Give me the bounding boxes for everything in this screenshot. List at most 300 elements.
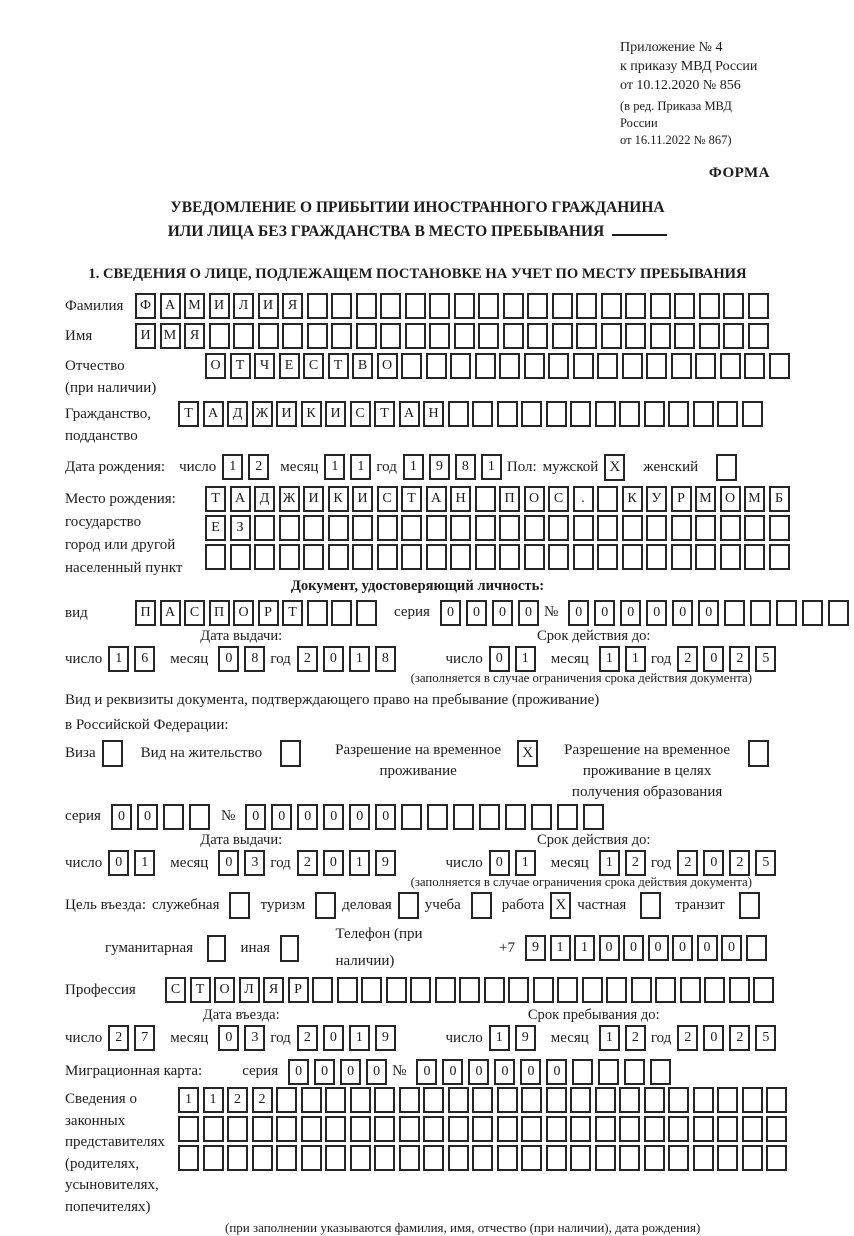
patronymic-cell[interactable]: Е (279, 353, 300, 379)
given_name-cell[interactable] (307, 323, 328, 349)
given_name-cell[interactable] (552, 323, 573, 349)
visa-checkbox[interactable] (102, 740, 123, 767)
given_name-cell[interactable] (405, 323, 426, 349)
residence_doc-expiry_month-cell[interactable]: 1 (599, 850, 620, 876)
legal_representatives-row2-cell[interactable] (742, 1116, 763, 1142)
surname-cell[interactable]: А (160, 293, 181, 319)
patronymic-cell[interactable] (720, 353, 741, 379)
citizenship-cell[interactable] (742, 401, 763, 427)
birth_place-row3-cell[interactable] (548, 544, 569, 570)
migration_card-number-cell[interactable]: 0 (442, 1059, 463, 1085)
identity_doc-number-cell[interactable] (750, 600, 771, 626)
patronymic-cell[interactable] (426, 353, 447, 379)
surname-cell[interactable] (454, 293, 475, 319)
legal_representatives-row1-cell[interactable]: 2 (227, 1087, 248, 1113)
entry_date_block-stay_month-cell[interactable]: 1 (599, 1025, 620, 1051)
identity_doc-number-cell[interactable] (802, 600, 823, 626)
identity_doc-issue_month-cell[interactable]: 8 (244, 646, 265, 672)
patronymic-cell[interactable] (475, 353, 496, 379)
birth_place-row3-cell[interactable] (671, 544, 692, 570)
birth_place-row2-cell[interactable] (524, 515, 545, 541)
legal_representatives-row2-cell[interactable] (668, 1116, 689, 1142)
birth_place-row1-cell[interactable]: С (548, 486, 569, 512)
surname-cell[interactable] (307, 293, 328, 319)
identity_doc-type-cell[interactable]: С (184, 600, 205, 626)
identity_doc-expiry_month-cell[interactable]: 1 (599, 646, 620, 672)
birth_place-row2-cell[interactable] (377, 515, 398, 541)
legal_representatives-row3-cell[interactable] (350, 1145, 371, 1171)
identity_doc-issue_year-cell[interactable]: 0 (323, 646, 344, 672)
citizenship-cell[interactable] (448, 401, 469, 427)
given_name-cell[interactable] (233, 323, 254, 349)
legal_representatives-row1-cell[interactable] (472, 1087, 493, 1113)
birth_place-row3-cell[interactable] (597, 544, 618, 570)
legal_representatives-row1-cell[interactable] (497, 1087, 518, 1113)
birth_date-year-cell[interactable]: 8 (455, 454, 476, 480)
residence_doc-series-cell[interactable]: 0 (137, 804, 158, 830)
birth_place-row3-cell[interactable] (769, 544, 790, 570)
patronymic-cell[interactable]: О (377, 353, 398, 379)
surname-cell[interactable] (331, 293, 352, 319)
given_name-cell[interactable] (503, 323, 524, 349)
surname-cell[interactable] (478, 293, 499, 319)
entry_date_block-stay_day-cell[interactable]: 1 (489, 1025, 510, 1051)
legal_representatives-row1-cell[interactable] (301, 1087, 322, 1113)
residence_doc-number-cell[interactable] (427, 804, 448, 830)
profession-cell[interactable]: О (214, 977, 235, 1003)
entry_date_block-stay_day-cell[interactable]: 9 (515, 1025, 536, 1051)
legal_representatives-row3-cell[interactable] (497, 1145, 518, 1171)
birth_place-row3-cell[interactable] (646, 544, 667, 570)
patronymic-cell[interactable] (524, 353, 545, 379)
legal_representatives-row3-cell[interactable] (595, 1145, 616, 1171)
identity_doc-type-cell[interactable]: Р (258, 600, 279, 626)
citizenship-cell[interactable] (644, 401, 665, 427)
identity_doc-type-cell[interactable]: А (160, 600, 181, 626)
given_name-cell[interactable] (478, 323, 499, 349)
birth_place-row3-cell[interactable] (622, 544, 643, 570)
residence_doc-issue_year-cell[interactable]: 1 (349, 850, 370, 876)
migration_card-number-cell[interactable]: 0 (416, 1059, 437, 1085)
birth_place-row2-cell[interactable] (254, 515, 275, 541)
legal_representatives-row3-cell[interactable] (644, 1145, 665, 1171)
birth_place-row1-cell[interactable]: Р (671, 486, 692, 512)
birth_place-row1-cell[interactable]: Б (769, 486, 790, 512)
identity_doc-number-cell[interactable]: 0 (568, 600, 589, 626)
residence_doc-expiry_year-cell[interactable]: 2 (677, 850, 698, 876)
residence_doc-number-cell[interactable]: 0 (349, 804, 370, 830)
entry_date_block-stay_year-cell[interactable]: 2 (729, 1025, 750, 1051)
birth_place-row2-cell[interactable] (695, 515, 716, 541)
citizenship-cell[interactable]: Т (374, 401, 395, 427)
legal_representatives-row3-cell[interactable] (448, 1145, 469, 1171)
legal_representatives-row2-cell[interactable] (570, 1116, 591, 1142)
birth_place-row3-cell[interactable] (695, 544, 716, 570)
profession-cell[interactable] (484, 977, 505, 1003)
given_name-cell[interactable] (331, 323, 352, 349)
profession-cell[interactable] (557, 977, 578, 1003)
legal_representatives-row1-cell[interactable] (766, 1087, 787, 1113)
legal_representatives-row3-cell[interactable] (546, 1145, 567, 1171)
entry_date_block-entry_year-cell[interactable]: 9 (375, 1025, 396, 1051)
residence-permit-checkbox[interactable] (280, 740, 301, 767)
legal_representatives-row2-cell[interactable] (350, 1116, 371, 1142)
legal_representatives-row1-cell[interactable]: 1 (178, 1087, 199, 1113)
migration_card-series-cell[interactable]: 0 (366, 1059, 387, 1085)
identity_doc-issue_year-cell[interactable]: 2 (297, 646, 318, 672)
entry_date_block-stay_year-cell[interactable]: 5 (755, 1025, 776, 1051)
purpose-study-checkbox[interactable] (471, 892, 492, 919)
birth_place-row3-cell[interactable] (401, 544, 422, 570)
residence_doc-number-cell[interactable] (531, 804, 552, 830)
legal_representatives-row3-cell[interactable] (570, 1145, 591, 1171)
profession-cell[interactable] (606, 977, 627, 1003)
profession-cell[interactable] (361, 977, 382, 1003)
given_name-cell[interactable] (748, 323, 769, 349)
birth_place-row1-cell[interactable]: И (352, 486, 373, 512)
migration_card-number-cell[interactable] (650, 1059, 671, 1085)
birth_place-row3-cell[interactable] (279, 544, 300, 570)
profession-cell[interactable]: Я (263, 977, 284, 1003)
birth_place-row2-cell[interactable] (671, 515, 692, 541)
legal_representatives-row3-cell[interactable] (276, 1145, 297, 1171)
birth_place-row1-cell[interactable]: О (720, 486, 741, 512)
given_name-cell[interactable] (209, 323, 230, 349)
identity_doc-number-cell[interactable]: 0 (646, 600, 667, 626)
legal_representatives-row3-cell[interactable] (742, 1145, 763, 1171)
birth_date-day-cell[interactable]: 2 (248, 454, 269, 480)
profession-cell[interactable]: С (165, 977, 186, 1003)
residence_doc-series-cell[interactable]: 0 (111, 804, 132, 830)
birth_place-row3-cell[interactable] (205, 544, 226, 570)
patronymic-cell[interactable] (573, 353, 594, 379)
patronymic-cell[interactable] (622, 353, 643, 379)
patronymic-cell[interactable]: О (205, 353, 226, 379)
legal_representatives-row3-cell[interactable] (178, 1145, 199, 1171)
identity_doc-type-cell[interactable]: П (135, 600, 156, 626)
surname-cell[interactable] (527, 293, 548, 319)
residence_doc-number-cell[interactable] (453, 804, 474, 830)
patronymic-cell[interactable]: Т (328, 353, 349, 379)
profession-cell[interactable] (655, 977, 676, 1003)
citizenship-cell[interactable] (595, 401, 616, 427)
migration_card-number-cell[interactable] (598, 1059, 619, 1085)
patronymic-cell[interactable] (597, 353, 618, 379)
sex-male-checkbox[interactable]: X (604, 454, 625, 481)
profession-cell[interactable] (582, 977, 603, 1003)
legal_representatives-row3-cell[interactable] (693, 1145, 714, 1171)
birth_place-row3-cell[interactable] (450, 544, 471, 570)
birth_place-row2-cell[interactable]: Е (205, 515, 226, 541)
given_name-cell[interactable] (601, 323, 622, 349)
birth_place-row1-cell[interactable]: Н (450, 486, 471, 512)
entry_date_block-entry_day-cell[interactable]: 7 (134, 1025, 155, 1051)
legal_representatives-row2-cell[interactable] (766, 1116, 787, 1142)
patronymic-cell[interactable]: Т (230, 353, 251, 379)
patronymic-cell[interactable] (744, 353, 765, 379)
birth_place-row2-cell[interactable] (769, 515, 790, 541)
identity_doc-expiry_day-cell[interactable]: 1 (515, 646, 536, 672)
migration_card-series-cell[interactable]: 0 (340, 1059, 361, 1085)
identity_doc-series-cell[interactable]: 0 (492, 600, 513, 626)
purpose-humanitarian-checkbox[interactable] (207, 935, 226, 962)
identity_doc-expiry_year-cell[interactable]: 2 (729, 646, 750, 672)
citizenship-cell[interactable] (717, 401, 738, 427)
birth_date-year-cell[interactable]: 1 (481, 454, 502, 480)
birth_place-row1-cell[interactable]: М (695, 486, 716, 512)
residence_doc-issue_day-cell[interactable]: 0 (108, 850, 129, 876)
legal_representatives-row1-cell[interactable] (521, 1087, 542, 1113)
legal_representatives-row1-cell[interactable]: 1 (203, 1087, 224, 1113)
phone-digits-cell[interactable]: 9 (525, 935, 546, 961)
patronymic-cell[interactable]: Ч (254, 353, 275, 379)
legal_representatives-row2-cell[interactable] (619, 1116, 640, 1142)
legal_representatives-row1-cell[interactable] (595, 1087, 616, 1113)
purpose-tourism-checkbox[interactable] (315, 892, 336, 919)
identity_doc-expiry_year-cell[interactable]: 5 (755, 646, 776, 672)
residence_doc-number-cell[interactable]: 0 (375, 804, 396, 830)
given_name-cell[interactable] (650, 323, 671, 349)
entry_date_block-stay_month-cell[interactable]: 2 (625, 1025, 646, 1051)
legal_representatives-row3-cell[interactable] (399, 1145, 420, 1171)
legal_representatives-row3-cell[interactable] (227, 1145, 248, 1171)
legal_representatives-row1-cell[interactable] (742, 1087, 763, 1113)
residence_doc-series-cell[interactable] (163, 804, 184, 830)
phone-digits-cell[interactable]: 0 (623, 935, 644, 961)
citizenship-cell[interactable]: С (350, 401, 371, 427)
given_name-cell[interactable] (576, 323, 597, 349)
identity_doc-issue_year-cell[interactable]: 1 (349, 646, 370, 672)
birth_place-row3-cell[interactable] (328, 544, 349, 570)
migration_card-number-cell[interactable]: 0 (520, 1059, 541, 1085)
birth_place-row2-cell[interactable] (548, 515, 569, 541)
given_name-cell[interactable] (527, 323, 548, 349)
citizenship-cell[interactable]: И (276, 401, 297, 427)
surname-cell[interactable] (356, 293, 377, 319)
citizenship-cell[interactable]: К (301, 401, 322, 427)
birth_place-row3-cell[interactable] (303, 544, 324, 570)
given_name-cell[interactable] (454, 323, 475, 349)
legal_representatives-row2-cell[interactable] (301, 1116, 322, 1142)
surname-cell[interactable] (650, 293, 671, 319)
residence_doc-issue_month-cell[interactable]: 0 (218, 850, 239, 876)
surname-cell[interactable]: И (258, 293, 279, 319)
citizenship-cell[interactable]: Ж (252, 401, 273, 427)
residence_doc-number-cell[interactable] (557, 804, 578, 830)
identity_doc-number-cell[interactable]: 0 (594, 600, 615, 626)
given_name-cell[interactable]: Я (184, 323, 205, 349)
surname-cell[interactable] (625, 293, 646, 319)
birth_date-month-cell[interactable]: 1 (324, 454, 345, 480)
entry_date_block-entry_month-cell[interactable]: 3 (244, 1025, 265, 1051)
residence_doc-number-cell[interactable]: 0 (271, 804, 292, 830)
surname-cell[interactable] (405, 293, 426, 319)
profession-cell[interactable] (435, 977, 456, 1003)
birth_place-row3-cell[interactable] (254, 544, 275, 570)
entry_date_block-entry_year-cell[interactable]: 0 (323, 1025, 344, 1051)
legal_representatives-row3-cell[interactable] (374, 1145, 395, 1171)
legal_representatives-row2-cell[interactable] (399, 1116, 420, 1142)
entry_date_block-entry_year-cell[interactable]: 1 (349, 1025, 370, 1051)
legal_representatives-row1-cell[interactable]: 2 (252, 1087, 273, 1113)
given_name-cell[interactable] (356, 323, 377, 349)
birth_place-row1-cell[interactable]: П (499, 486, 520, 512)
identity_doc-number-cell[interactable]: 0 (620, 600, 641, 626)
legal_representatives-row3-cell[interactable] (619, 1145, 640, 1171)
patronymic-cell[interactable] (646, 353, 667, 379)
entry_date_block-entry_day-cell[interactable]: 2 (108, 1025, 129, 1051)
birth_place-row3-cell[interactable] (499, 544, 520, 570)
legal_representatives-row2-cell[interactable] (448, 1116, 469, 1142)
legal_representatives-row1-cell[interactable] (276, 1087, 297, 1113)
migration_card-number-cell[interactable]: 0 (494, 1059, 515, 1085)
birth_place-row2-cell[interactable] (646, 515, 667, 541)
birth_place-row2-cell[interactable]: З (230, 515, 251, 541)
migration_card-number-cell[interactable]: 0 (468, 1059, 489, 1085)
legal_representatives-row3-cell[interactable] (766, 1145, 787, 1171)
legal_representatives-row2-cell[interactable] (644, 1116, 665, 1142)
citizenship-cell[interactable] (693, 401, 714, 427)
birth_place-row2-cell[interactable] (352, 515, 373, 541)
birth_place-row1-cell[interactable]: А (230, 486, 251, 512)
citizenship-cell[interactable]: Т (178, 401, 199, 427)
legal_representatives-row1-cell[interactable] (399, 1087, 420, 1113)
profession-cell[interactable] (508, 977, 529, 1003)
given_name-cell[interactable] (699, 323, 720, 349)
birth_place-row3-cell[interactable] (230, 544, 251, 570)
birth_place-row2-cell[interactable] (303, 515, 324, 541)
identity_doc-type-cell[interactable] (331, 600, 352, 626)
phone-digits-cell[interactable] (746, 935, 767, 961)
citizenship-cell[interactable]: Н (423, 401, 444, 427)
birth_place-row2-cell[interactable] (426, 515, 447, 541)
surname-cell[interactable] (429, 293, 450, 319)
birth_date-day-cell[interactable]: 1 (222, 454, 243, 480)
profession-cell[interactable]: Р (288, 977, 309, 1003)
legal_representatives-row1-cell[interactable] (423, 1087, 444, 1113)
phone-digits-cell[interactable]: 0 (599, 935, 620, 961)
birth_place-row1-cell[interactable]: Ж (279, 486, 300, 512)
residence_doc-number-cell[interactable]: 0 (297, 804, 318, 830)
birth_place-row1-cell[interactable]: С (377, 486, 398, 512)
surname-cell[interactable] (576, 293, 597, 319)
legal_representatives-row2-cell[interactable] (374, 1116, 395, 1142)
given_name-cell[interactable] (282, 323, 303, 349)
legal_representatives-row1-cell[interactable] (374, 1087, 395, 1113)
residence_doc-expiry_year-cell[interactable]: 0 (703, 850, 724, 876)
identity_doc-expiry_month-cell[interactable]: 1 (625, 646, 646, 672)
surname-cell[interactable]: Л (233, 293, 254, 319)
given_name-cell[interactable] (258, 323, 279, 349)
birth_place-row2-cell[interactable] (401, 515, 422, 541)
surname-cell[interactable] (748, 293, 769, 319)
phone-digits-cell[interactable]: 0 (648, 935, 669, 961)
birth_place-row1-cell[interactable]: Т (205, 486, 226, 512)
phone-digits-cell[interactable]: 1 (574, 935, 595, 961)
purpose-business-checkbox[interactable] (398, 892, 419, 919)
entry_date_block-stay_year-cell[interactable]: 2 (677, 1025, 698, 1051)
birth_place-row2-cell[interactable] (475, 515, 496, 541)
profession-cell[interactable] (631, 977, 652, 1003)
birth_place-row3-cell[interactable] (426, 544, 447, 570)
legal_representatives-row3-cell[interactable] (301, 1145, 322, 1171)
sex-female-checkbox[interactable] (716, 454, 737, 481)
birth_place-row3-cell[interactable] (352, 544, 373, 570)
legal_representatives-row2-cell[interactable] (276, 1116, 297, 1142)
migration_card-number-cell[interactable] (624, 1059, 645, 1085)
birth_place-row1-cell[interactable] (597, 486, 618, 512)
profession-cell[interactable]: Л (239, 977, 260, 1003)
birth_place-row3-cell[interactable] (744, 544, 765, 570)
legal_representatives-row1-cell[interactable] (619, 1087, 640, 1113)
birth_place-row2-cell[interactable] (622, 515, 643, 541)
profession-cell[interactable] (459, 977, 480, 1003)
identity_doc-issue_month-cell[interactable]: 0 (218, 646, 239, 672)
entry_date_block-entry_month-cell[interactable]: 0 (218, 1025, 239, 1051)
patronymic-cell[interactable]: В (352, 353, 373, 379)
residence_doc-expiry_day-cell[interactable]: 1 (515, 850, 536, 876)
identity_doc-series-cell[interactable]: 0 (466, 600, 487, 626)
migration_card-series-cell[interactable]: 0 (314, 1059, 335, 1085)
surname-cell[interactable] (503, 293, 524, 319)
legal_representatives-row2-cell[interactable] (595, 1116, 616, 1142)
given_name-cell[interactable] (380, 323, 401, 349)
residence_doc-issue_year-cell[interactable]: 9 (375, 850, 396, 876)
purpose-work-checkbox[interactable]: X (550, 892, 571, 919)
legal_representatives-row2-cell[interactable] (325, 1116, 346, 1142)
identity_doc-number-cell[interactable]: 0 (672, 600, 693, 626)
birth_place-row1-cell[interactable]: М (744, 486, 765, 512)
birth_place-row2-cell[interactable] (279, 515, 300, 541)
patronymic-cell[interactable] (450, 353, 471, 379)
profession-cell[interactable] (533, 977, 554, 1003)
legal_representatives-row2-cell[interactable] (252, 1116, 273, 1142)
identity_doc-issue_year-cell[interactable]: 8 (375, 646, 396, 672)
surname-cell[interactable]: М (184, 293, 205, 319)
identity_doc-type-cell[interactable]: Т (282, 600, 303, 626)
profession-cell[interactable]: Т (190, 977, 211, 1003)
residence_doc-number-cell[interactable] (505, 804, 526, 830)
purpose-transit-checkbox[interactable] (739, 892, 760, 919)
profession-cell[interactable] (410, 977, 431, 1003)
identity_doc-number-cell[interactable]: 0 (698, 600, 719, 626)
identity_doc-issue_day-cell[interactable]: 6 (134, 646, 155, 672)
birth_place-row2-cell[interactable] (573, 515, 594, 541)
citizenship-cell[interactable] (472, 401, 493, 427)
legal_representatives-row1-cell[interactable] (325, 1087, 346, 1113)
citizenship-cell[interactable]: И (325, 401, 346, 427)
patronymic-cell[interactable] (671, 353, 692, 379)
legal_representatives-row2-cell[interactable] (423, 1116, 444, 1142)
residence_doc-issue_day-cell[interactable]: 1 (134, 850, 155, 876)
residence_doc-number-cell[interactable] (479, 804, 500, 830)
legal_representatives-row3-cell[interactable] (203, 1145, 224, 1171)
legal_representatives-row2-cell[interactable] (472, 1116, 493, 1142)
birth_date-month-cell[interactable]: 1 (350, 454, 371, 480)
birth_place-row3-cell[interactable] (524, 544, 545, 570)
identity_doc-expiry_year-cell[interactable]: 0 (703, 646, 724, 672)
citizenship-cell[interactable] (668, 401, 689, 427)
phone-digits-cell[interactable]: 0 (721, 935, 742, 961)
birth_place-row2-cell[interactable] (597, 515, 618, 541)
legal_representatives-row3-cell[interactable] (252, 1145, 273, 1171)
surname-cell[interactable]: Я (282, 293, 303, 319)
identity_doc-number-cell[interactable] (828, 600, 849, 626)
birth_place-row1-cell[interactable]: . (573, 486, 594, 512)
patronymic-cell[interactable] (401, 353, 422, 379)
profession-cell[interactable] (753, 977, 774, 1003)
legal_representatives-row3-cell[interactable] (668, 1145, 689, 1171)
